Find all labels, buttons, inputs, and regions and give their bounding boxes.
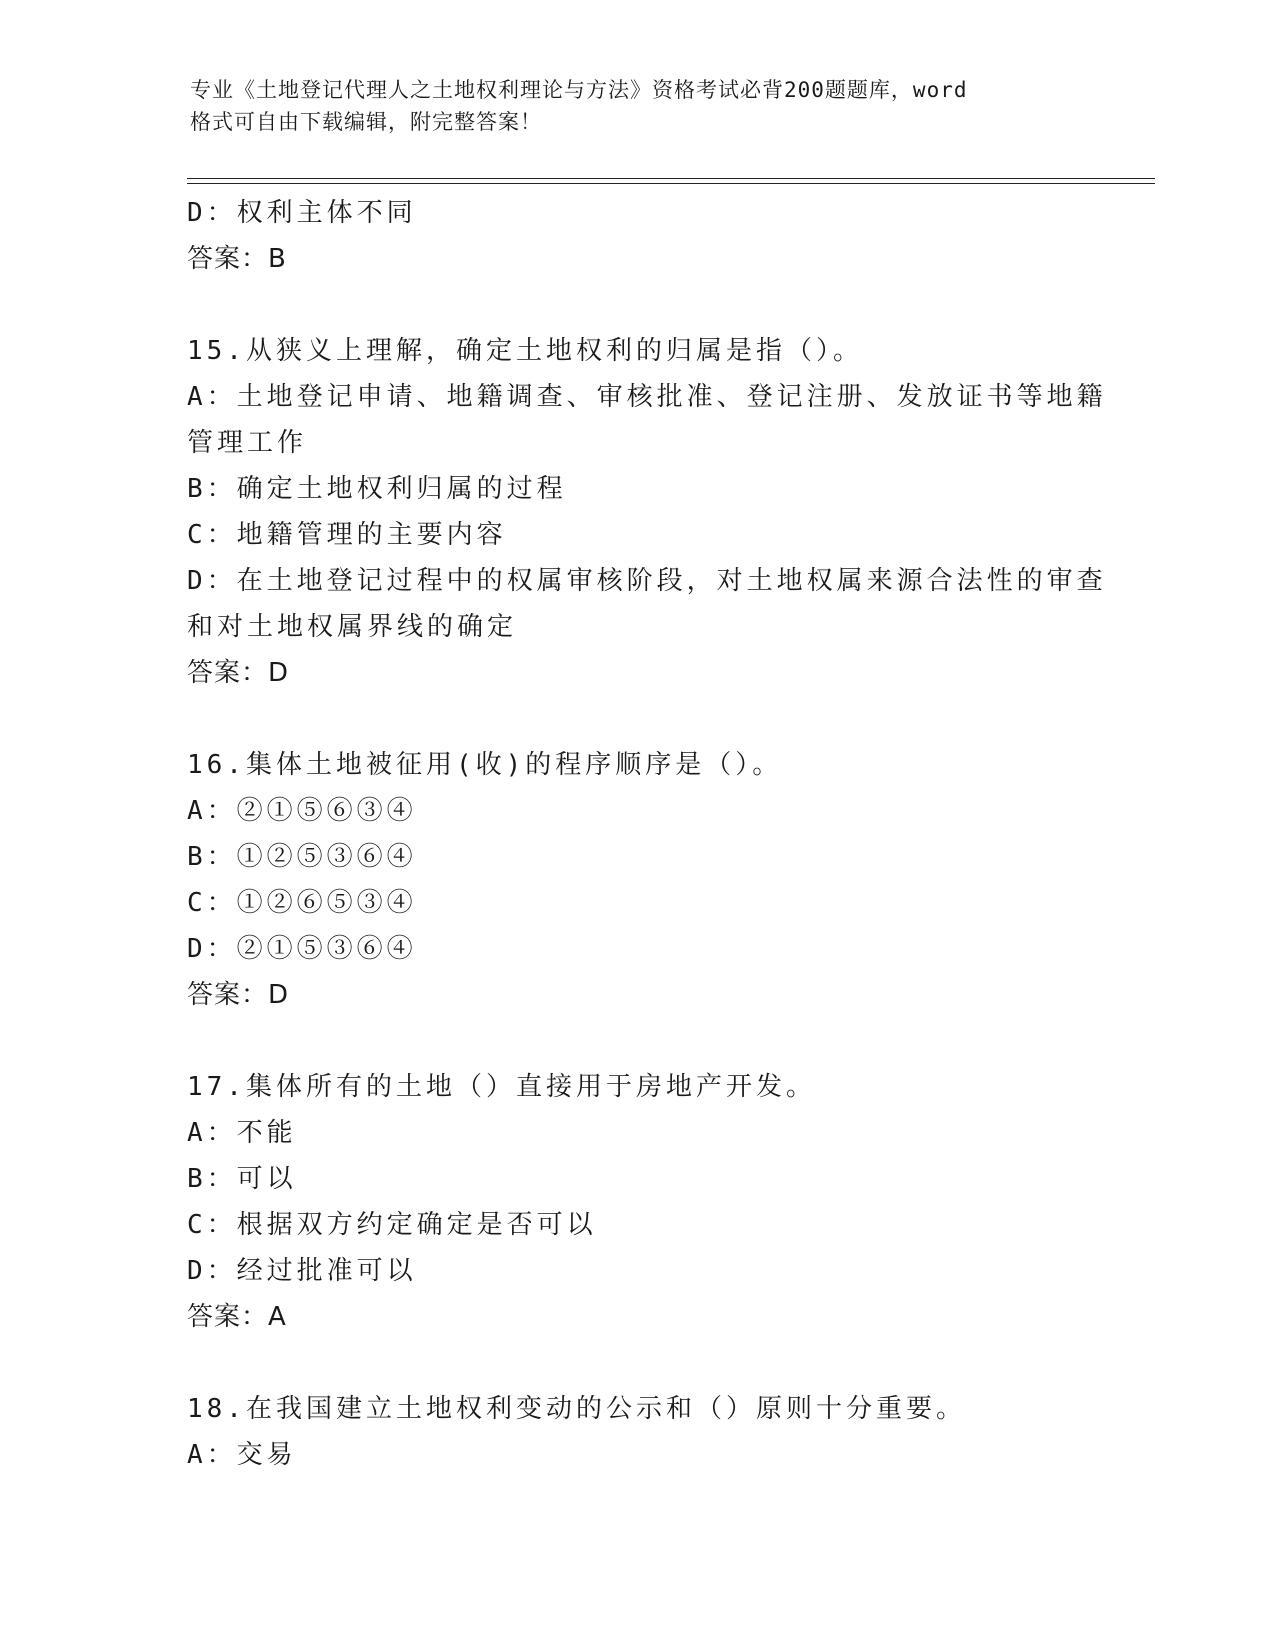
question-list: [187, 190, 1107, 1478]
header-title-line-2: 格式可自由下载编辑，附完整答案！: [190, 110, 542, 134]
question-16: [187, 742, 1087, 1018]
document-header: [190, 74, 1070, 138]
option-d: D：在土地登记过程中的权属审核阶段，对土地权属来源合法性的审查: [187, 566, 1107, 596]
answer-label: 答案：B: [187, 244, 287, 274]
spacer: [187, 282, 1087, 328]
option-a-continued: 管理工作: [187, 428, 308, 458]
answer-label: 答案：D: [187, 980, 290, 1010]
question-15: [187, 328, 1107, 696]
option-d: D：②①⑤③⑥④: [187, 934, 417, 964]
spacer: [187, 1018, 1087, 1064]
option-d-continued: 和对土地权属界线的确定: [187, 612, 518, 642]
option-c: C：①②⑥⑤③④: [187, 888, 417, 918]
option-a: A：交易: [187, 1440, 297, 1470]
option-a: A：②①⑤⑥③④: [187, 796, 417, 826]
option-b: B：可以: [187, 1164, 297, 1194]
question-17: [187, 1064, 1087, 1340]
option-a: A：不能: [187, 1118, 297, 1148]
option-d: D：权利主体不同: [187, 198, 417, 228]
question-stem: 17.集体所有的土地（）直接用于房地产开发。: [187, 1072, 816, 1102]
header-divider-bottom: [187, 183, 1155, 184]
question-stem: 18.在我国建立土地权利变动的公示和（）原则十分重要。: [187, 1394, 966, 1424]
option-d: D：经过批准可以: [187, 1256, 417, 1286]
header-divider-top: [187, 178, 1155, 179]
option-c: C：根据双方约定确定是否可以: [187, 1210, 597, 1240]
option-b: B：①②⑤③⑥④: [187, 842, 417, 872]
answer-label: 答案：D: [187, 658, 290, 688]
question-stem: 16.集体土地被征用(收)的程序顺序是（）。: [187, 750, 783, 780]
answer-label: 答案：A: [187, 1302, 287, 1332]
question-14-fragment: [187, 190, 1087, 282]
option-c: C：地籍管理的主要内容: [187, 520, 507, 550]
spacer: [187, 696, 1087, 742]
option-b: B：确定土地权利归属的过程: [187, 474, 567, 504]
option-a: A：土地登记申请、地籍调查、审核批准、登记注册、发放证书等地籍: [187, 382, 1107, 412]
spacer: [187, 1340, 1087, 1386]
header-title-line-1: 专业《土地登记代理人之土地权利理论与方法》资格考试必背200题题库，word: [190, 78, 968, 102]
question-stem: 15.从狭义上理解，确定土地权利的归属是指（）。: [187, 336, 863, 366]
question-18: [187, 1386, 1087, 1478]
